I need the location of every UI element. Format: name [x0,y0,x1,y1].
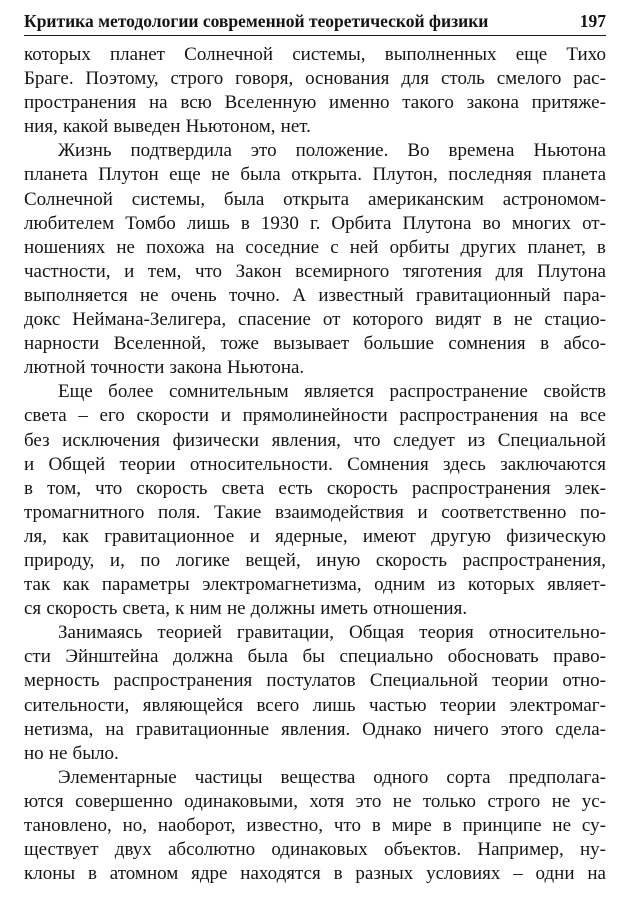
text-line: частности, и тем, что Закон всемирного тяготения для Плутона [24,260,606,282]
text-line: ношениях не похожа на соседние с ней орбиты других планет, в [24,236,606,258]
text-line: лютной точности закона Ньютона. [24,357,305,379]
text-line: нарности Вселенной, тоже вызывает большие сомнения в абсо- [24,333,606,355]
text-line: мерность распространения постулатов Специальной теории отно- [24,670,606,692]
text-line: Браге. Поэтому, строго говоря, основания для столь смелого рас- [24,68,606,90]
book-page [24,8,606,886]
text-line: Занимаясь теорией гравитации, Общая теория относительно- [58,622,606,644]
body-text [24,43,606,886]
text-line: но не было. [24,742,119,764]
page-number: 197 [579,11,606,31]
text-line: ля, как гравитационное и ядерные, имеют другую физическую [24,525,606,547]
text-line: докс Неймана-Зелигера, спасение от которого видят в не стацио- [24,309,606,331]
text-line: которых планет Солнечной системы, выполненных еще Тихо [24,44,606,65]
paragraph [24,139,606,380]
text-line: тромагнитного поля. Такие взаимодействия и соответственно по- [24,501,606,523]
text-line: света – его скорости и прямолинейности распространения на все [24,405,606,427]
text-line: и Общей теории относительности. Сомнения здесь заключаются [24,453,606,475]
text-line: Жизнь подтвердила это положение. Во времена Ньютона [58,140,606,162]
text-line: в том, что скорость света есть скорость распространения элек- [24,477,606,499]
text-line: выполняется не очень точно. А известный гравитационный пара- [24,284,606,306]
text-line: любителем Томбо лишь в 1930 г. Орбита Плутона во многих от- [24,212,606,234]
header-title: Критика методологии современной теоретической физики [24,11,489,31]
text-line: пространения на всю Вселенную именно такого закона притяже- [24,92,606,114]
paragraph [24,621,606,766]
text-line: Еще более сомнительным является распространение свойств [58,381,606,403]
text-line: Элементарные частицы вещества одного сорта предполага- [58,766,606,788]
text-line: природу, и, по логике вещей, иную скорость распространения, [24,549,606,571]
text-line: ществует двух абсолютно одинаковых объектов. Например, ну- [24,839,606,861]
running-header [24,8,606,36]
paragraph [24,766,606,886]
text-line: тановлено, но, наоборот, известно, что в мире в принципе не су- [24,815,606,836]
text-line: сти Эйнштейна должна была бы специально обосновать право- [24,646,606,668]
text-line: клоны в атомном ядре находятся в разных условиях – одни на [24,863,606,885]
text-line: ния, какой выведен Ньютоном, нет. [24,116,311,138]
text-line: Солнечной системы, была открыта американским астрономом- [24,188,606,210]
paragraph [24,43,606,139]
text-line: без исключения физически явления, что следует из Специальной [24,429,606,451]
text-line: сительности, являющейся всего лишь частью теории электромаг- [24,694,606,716]
text-line: так как параметры электромагнетизма, одним из которых являет- [24,574,606,596]
paragraph [24,380,606,621]
text-line: ются совершенно одинаковыми, хотя это не только строго не ус- [24,790,606,812]
text-line: ся скорость света, к ним не должны иметь отношения. [24,598,468,620]
text-line: планета Плутон еще не была открыта. Плутон, последняя планета [24,164,606,186]
text-line: нетизма, на гравитационные явления. Однако ничего этого сдела- [24,718,606,740]
